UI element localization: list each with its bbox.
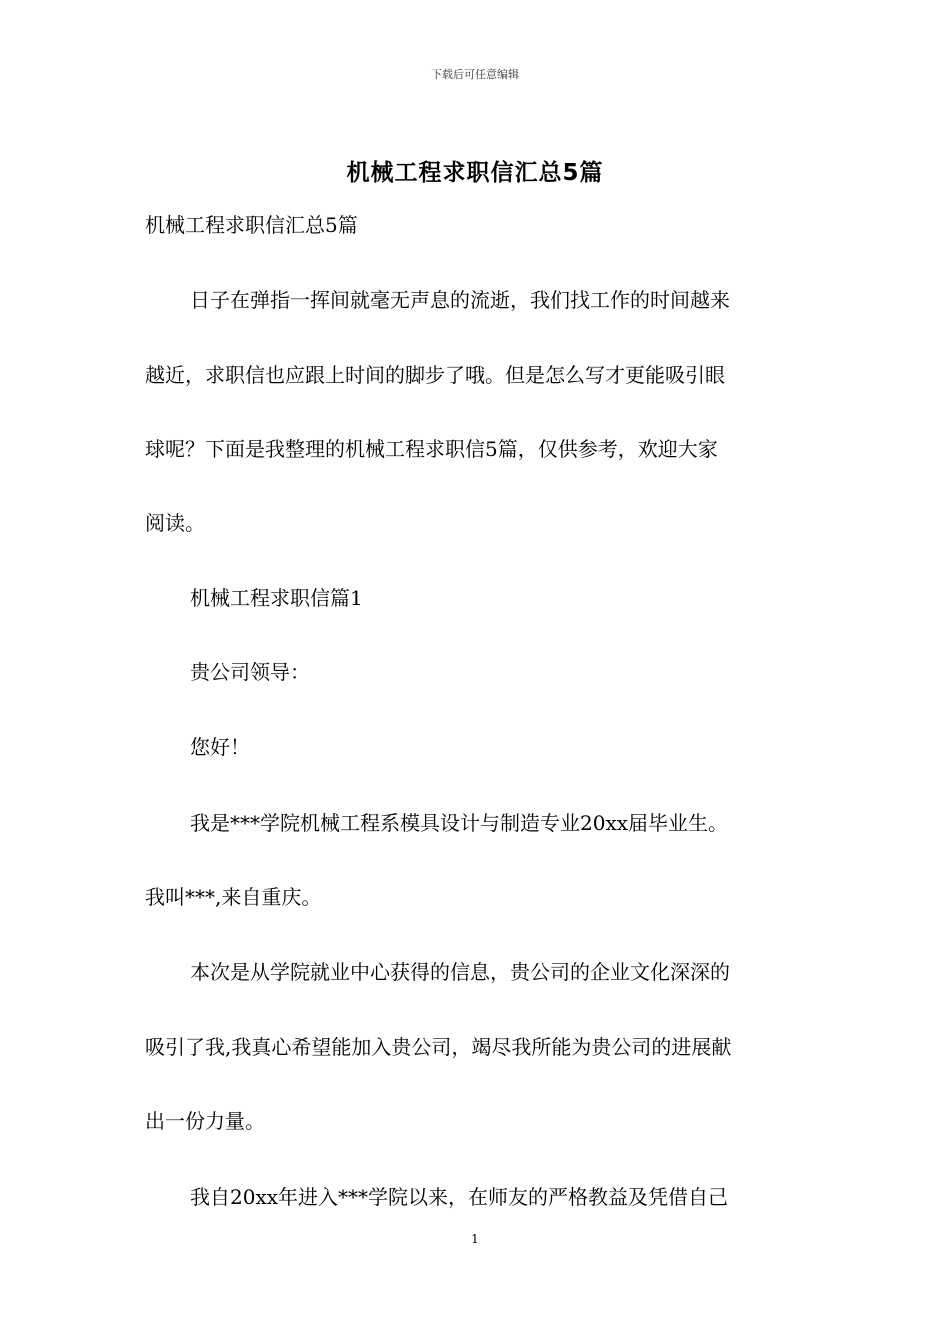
paragraph-line: 出一份力量。 xyxy=(145,1109,265,1133)
document-subtitle: 机械工程求职信汇总5篇 xyxy=(145,213,358,237)
document-title: 机械工程求职信汇总5篇 xyxy=(346,160,604,186)
paragraph-line: 吸引了我,我真心希望能加入贵公司，竭尽我所能为贵公司的进展献 xyxy=(145,1035,732,1059)
page-number: 1 xyxy=(471,1232,479,1246)
paragraph-line: 我叫***,来自重庆。 xyxy=(145,885,322,909)
salutation: 贵公司领导： xyxy=(190,660,310,684)
section-heading: 机械工程求职信篇1 xyxy=(190,586,363,610)
paragraph-line: 我自20xx年进入***学院以来，在师友的严格教益及凭借自己 xyxy=(190,1185,729,1209)
greeting: 您好！ xyxy=(190,735,250,759)
paragraph-line: 越近，求职信也应跟上时间的脚步了哦。但是怎么写才更能吸引眼 xyxy=(145,363,725,387)
paragraph-line: 本次是从学院就业中心获得的信息，贵公司的企业文化深深的 xyxy=(190,960,730,984)
paragraph-line: 球呢？下面是我整理的机械工程求职信5篇，仅供参考，欢迎大家 xyxy=(145,437,718,461)
page-header: 下载后可任意编辑 xyxy=(431,68,519,81)
paragraph-line: 我是***学院机械工程系模具设计与制造专业20xx届毕业生。 xyxy=(190,811,729,835)
paragraph-line: 阅读。 xyxy=(145,511,205,535)
paragraph-line: 日子在弹指一挥间就毫无声息的流逝，我们找工作的时间越来 xyxy=(190,288,730,312)
